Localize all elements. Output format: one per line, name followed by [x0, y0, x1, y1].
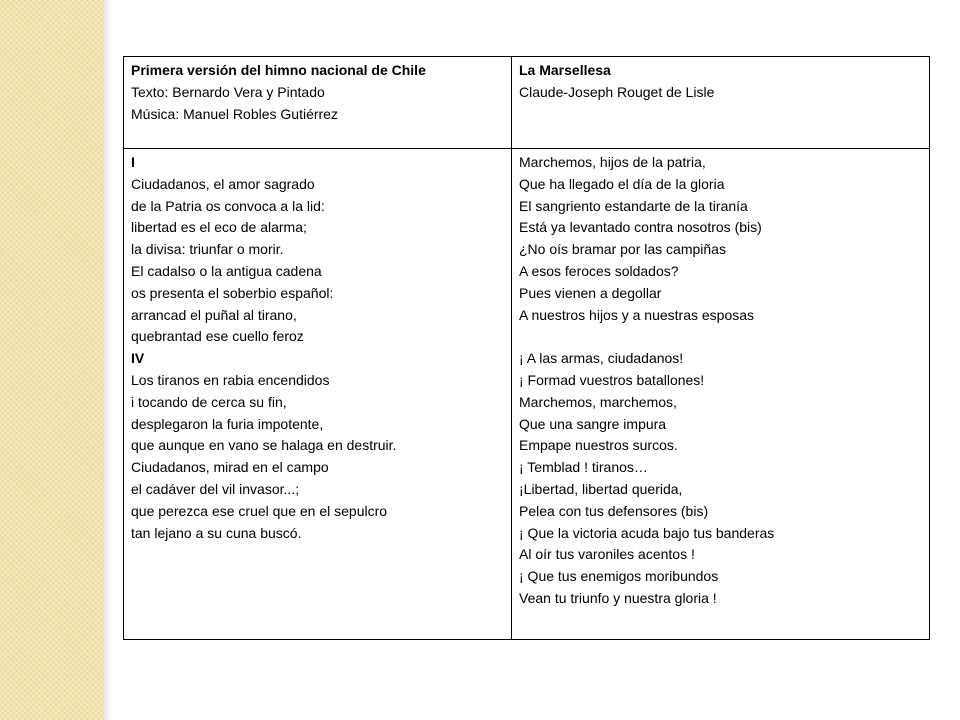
chile-verse1-line: os presenta el soberbio español:: [131, 284, 334, 301]
chile-verse1-line: arrancad el puñal al tirano,: [131, 306, 297, 323]
chile-verse1-line: quebrantad ese cuello feroz: [131, 328, 304, 345]
marseillaise-stanza1-line: A esos feroces soldados?: [519, 262, 679, 279]
marseillaise-refrain-line: ¡ Formad vuestros batallones!: [519, 371, 705, 388]
marseillaise-refrain-line: Al oír tus varoniles acentos !: [519, 546, 695, 563]
chile-anthem-title: Primera versión del himno nacional de Chile: [131, 62, 426, 78]
marseillaise-stanza1-line: El sangriento estandarte de la tiranía: [519, 197, 748, 214]
marseillaise-refrain-line: ¡ Que la victoria acuda bajo tus banderas: [519, 524, 775, 541]
marseillaise-author: Claude-Joseph Rouget de Lisle: [519, 83, 715, 100]
chile-verse1-line: El cadalso o la antigua cadena: [131, 262, 322, 279]
verse-heading-1: I: [131, 154, 135, 170]
chile-music-credit: Música: Manuel Robles Gutiérrez: [131, 105, 338, 122]
chile-verse1-line: la divisa: triunfar o morir.: [131, 241, 284, 258]
marseillaise-lyrics-cell: [512, 149, 930, 640]
marseillaise-refrain-line: ¡Libertad, libertad querida,: [519, 480, 683, 497]
marseillaise-stanza1-line: Que ha llegado el día de la gloria: [519, 175, 725, 192]
chile-verse1-line: libertad es el eco de alarma;: [131, 219, 307, 236]
marseillaise-stanza1-line: Está ya levantado contra nosotros (bis): [519, 219, 762, 236]
marseillaise-refrain-line: Que una sangre impura: [519, 415, 667, 432]
marseillaise-stanza1-line: ¿No oís bramar por las campiñas: [519, 241, 726, 258]
anthem-comparison-table: [123, 56, 930, 640]
marseillaise-refrain-line: Marchemos, marchemos,: [519, 393, 677, 410]
chile-verse1-line: de la Patria os convoca a la lid:: [131, 197, 325, 214]
chile-verse4-line: que perezca ese cruel que en el sepulcro: [131, 502, 388, 519]
marseillaise-stanza1-line: Marchemos, hijos de la patria,: [519, 154, 706, 170]
marseillaise-refrain-line: Pelea con tus defensores (bis): [519, 502, 709, 519]
chile-verse4-line: el cadáver del vil invasor...;: [131, 480, 300, 497]
chile-verse4-line: tan lejano a su cuna buscó.: [131, 524, 302, 541]
chile-verse4-line: i tocando de cerca su fin,: [131, 393, 287, 410]
chile-verse4-line: desplegaron la furia impotente,: [131, 415, 324, 432]
marseillaise-refrain-line: Vean tu triunfo y nuestra gloria !: [519, 589, 717, 606]
chile-lyrics-cell: [124, 149, 512, 640]
chile-verse4-line: Los tiranos en rabia encendidos: [131, 371, 330, 388]
chile-verse4-line: Ciudadanos, mirad en el campo: [131, 459, 329, 476]
marseillaise-stanza1-line: Pues vienen a degollar: [519, 284, 662, 301]
side-strip-shadow: [104, 0, 112, 720]
marseillaise-refrain-line: Empape nuestros surcos.: [519, 437, 678, 454]
chile-verse4-line: que aunque en vano se halaga en destruir.: [131, 437, 397, 454]
chile-text-credit: Texto: Bernardo Vera y Pintado: [131, 83, 325, 100]
marseillaise-refrain-line: ¡ Temblad ! tiranos…: [519, 459, 648, 476]
header-row: [124, 57, 930, 149]
verse-heading-4: IV: [131, 350, 145, 367]
decorative-side-strip: [0, 0, 104, 720]
marseillaise-stanza1-line: A nuestros hijos y a nuestras esposas: [519, 306, 755, 323]
header-cell-marseillaise: [512, 57, 930, 149]
marseillaise-refrain-line: ¡ A las armas, ciudadanos!: [519, 350, 684, 367]
lyrics-row: [124, 149, 930, 640]
chile-verse1-line: Ciudadanos, el amor sagrado: [131, 175, 315, 192]
marseillaise-refrain-line: ¡ Que tus enemigos moribundos: [519, 568, 719, 585]
marseillaise-title: La Marsellesa: [519, 62, 611, 78]
stanza-spacer: [519, 326, 923, 348]
header-cell-chile: [124, 57, 512, 149]
